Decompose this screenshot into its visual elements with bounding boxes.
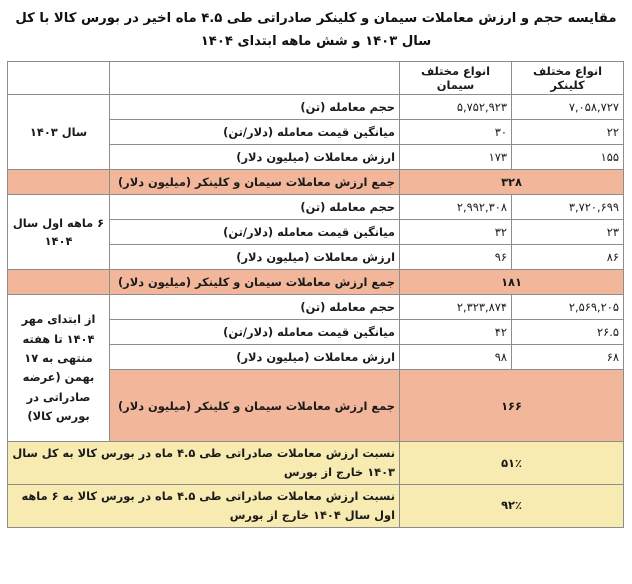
cell-metric-label: حجم معامله (تن) (110, 295, 400, 320)
cell-clinker: ۸۶ (512, 245, 624, 270)
cell-metric-label: حجم معامله (تن) (110, 195, 400, 220)
table-ratio-row (8, 442, 624, 485)
cell-sum-label: جمع ارزش معاملات سیمان و کلینکر (میلیون دلار) (110, 270, 400, 295)
cell-ratio-label: نسبت ارزش معاملات صادراتی طی ۴.۵ ماه در بورس کالا به ۶ ماهه اول سال ۱۴۰۴ خارج از بورس (8, 485, 400, 528)
cell-period-label: از ابتدای مهر ۱۴۰۴ تا هفته منتهی به ۱۷ بهمن (عرضه صادراتی در بورس کالا) (8, 295, 110, 442)
cell-period-label: ۶ ماهه اول سال ۱۴۰۴ (8, 195, 110, 270)
header-cement: انواع مختلف سیمان (400, 62, 512, 95)
cell-cement: ۲,۹۹۲,۳۰۸ (400, 195, 512, 220)
table-sum-row (8, 270, 624, 295)
cell-cement: ۲,۳۲۳,۸۷۴ (400, 295, 512, 320)
cell-clinker: ۲۳ (512, 220, 624, 245)
cell-clinker: ۳,۷۲۰,۶۹۹ (512, 195, 624, 220)
cell-metric-label: حجم معامله (تن) (110, 95, 400, 120)
cell-cement: ۹۸ (400, 345, 512, 370)
cell-sum-period-blank (8, 170, 110, 195)
cell-clinker: ۶۸ (512, 345, 624, 370)
table-row (8, 95, 624, 120)
cell-metric-label: میانگین قیمت معامله (دلار/تن) (110, 120, 400, 145)
cell-cement: ۳۰ (400, 120, 512, 145)
cell-cement: ۴۲ (400, 320, 512, 345)
cell-sum-value: ۱۶۶ (400, 370, 624, 442)
cell-metric-label: میانگین قیمت معامله (دلار/تن) (110, 320, 400, 345)
cell-clinker: ۱۵۵ (512, 145, 624, 170)
cell-metric-label: ارزش معاملات (میلیون دلار) (110, 145, 400, 170)
cell-sum-value: ۳۲۸ (400, 170, 624, 195)
cell-ratio-label: نسبت ارزش معاملات صادراتی طی ۴.۵ ماه در بورس کالا به کل سال ۱۴۰۳ خارج از بورس (8, 442, 400, 485)
cell-cement: ۵,۷۵۲,۹۲۳ (400, 95, 512, 120)
cell-cement: ۹۶ (400, 245, 512, 270)
cell-cement: ۳۲ (400, 220, 512, 245)
cell-ratio-value: ۹۲٪ (400, 485, 624, 528)
cell-metric-label: ارزش معاملات (میلیون دلار) (110, 345, 400, 370)
cell-clinker: ۲,۵۶۹,۲۰۵ (512, 295, 624, 320)
table-row (8, 295, 624, 320)
cell-sum-value: ۱۸۱ (400, 270, 624, 295)
cell-sum-label: جمع ارزش معاملات سیمان و کلینکر (میلیون دلار) (110, 370, 400, 442)
cell-clinker: ۲۲ (512, 120, 624, 145)
cell-metric-label: ارزش معاملات (میلیون دلار) (110, 245, 400, 270)
cell-cement: ۱۷۳ (400, 145, 512, 170)
cell-metric-label: میانگین قیمت معامله (دلار/تن) (110, 220, 400, 245)
comparison-table (7, 61, 624, 527)
header-period-blank (8, 62, 110, 95)
cell-clinker: ۷,۰۵۸,۷۲۷ (512, 95, 624, 120)
cell-sum-label: جمع ارزش معاملات سیمان و کلینکر (میلیون دلار) (110, 170, 400, 195)
cell-period-label: سال ۱۴۰۳ (8, 95, 110, 170)
header-clinker: انواع مختلف کلینکر (512, 62, 624, 95)
header-metric-blank (110, 62, 400, 95)
table-sum-row (8, 170, 624, 195)
cell-ratio-value: ۵۱٪ (400, 442, 624, 485)
table-ratio-row (8, 485, 624, 528)
cell-clinker: ۲۶.۵ (512, 320, 624, 345)
cell-sum-period-blank (8, 270, 110, 295)
table-row (8, 195, 624, 220)
table-header-row (8, 62, 624, 95)
page-title: مقایسه حجم و ارزش معاملات سیمان و کلینکر صادراتی طی ۴.۵ ماه اخیر در بورس کالا با کل سال ۱۴۰۳ و شش ماهه ابتدای ۱۴۰۴ (15, 11, 617, 49)
